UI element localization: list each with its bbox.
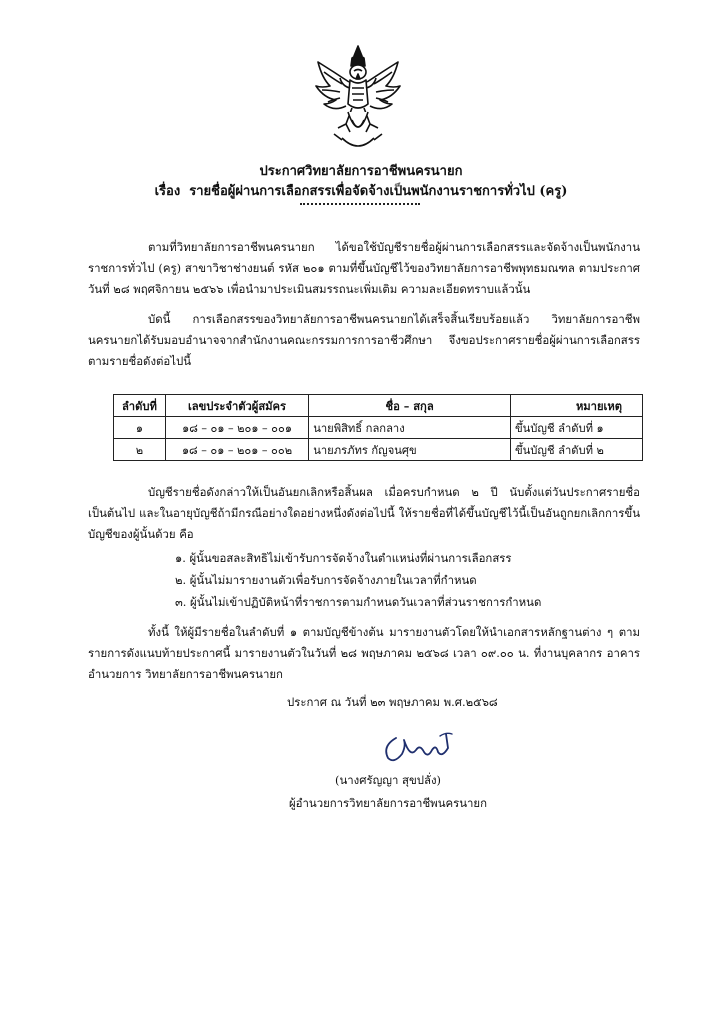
header-order: ลำดับที่ (114, 395, 166, 417)
title-separator (300, 203, 420, 205)
cancellation-clause-2: ๒. ผู้นั้นไม่มารายงานตัวเพื่อรับการจัดจ้างภายในเวลาที่กำหนด (175, 573, 477, 587)
row-applicant-id: ๑๘ – ๐๑ – ๒๐๑ – ๐๐๒ (165, 439, 308, 461)
header-applicant-id: เลขประจำตัวผู้สมัคร (165, 395, 308, 417)
paragraph-result-text: บัดนี้ การเลือกสรรของวิทยาลัยการอาชีพนครนายกได้เสร็จสิ้นเรียบร้อยแล้ว วิทยาลัยการอาชีพนครนายกได้รับมอบอำนาจจากสำนักงานคณะกรรมการการอาชีวศึกษา จึงขอประกาศรายชื่อผู้ผ่านการเลือกสรร ตามรายชื่อดังต่อไปนี้ (88, 312, 640, 368)
paragraph-validity (88, 482, 640, 545)
row-order: ๒ (114, 439, 166, 461)
header-name: ชื่อ – สกุล (309, 395, 511, 417)
passed-candidates-table (113, 394, 643, 461)
paragraph-reporting-text: ทั้งนี้ ให้ผู้มีรายชื่อในลำดับที่ ๑ ตามบัญชีข้างต้น มารายงานตัวโดยให้นำเอกสารหลักฐานต่าง ๆ ตามรายการดังแนบท้ายประกาศนี้ มารายงานตัวในวันที่ ๒๘ พฤษภาคม ๒๕๖๘ เวลา ๐๙.๐๐ น. ที่งานบุคลากร อาคารอำนวยการ วิทยาลัยการอาชีพนครนายก (88, 625, 640, 681)
row-name: นายพิสิทธิ์ กลกลาง (309, 417, 511, 439)
subject-text: รายชื่อผู้ผ่านการเลือกสรรเพื่อจัดจ้างเป็นพนักงานราชการทั่วไป (ครู) (189, 184, 568, 199)
row-name: นายภรภัทร กัญจนศุข (309, 439, 511, 461)
signature-icon (376, 728, 462, 768)
garuda-emblem-icon (312, 42, 404, 156)
announcement-title: ประกาศวิทยาลัยการอาชีพนครนายก (259, 164, 463, 179)
paragraph-reference (88, 237, 640, 300)
paragraph-reference-text: ตามที่วิทยาลัยการอาชีพนครนายก ได้ขอใช้บัญชีรายชื่อผู้ผ่านการเลือกสรรและจัดจ้างเป็นพนักงานราชการทั่วไป (ครู) สาขาวิชาช่างยนต์ รหัส ๒๐๑ ตามที่ขึ้นบัญชีไว้ของวิทยาลัยการอาชีพพุทธมณฑล ตามประกาศวันที่ ๒๘ พฤศจิกายน ๒๕๖๖ เพื่อนำมาประเมินสมรรถนะเพิ่มเติม ความละเอียดทราบแล้วนั้น (88, 240, 640, 296)
row-remark: ขึ้นบัญชี ลำดับที่ ๒ (511, 439, 643, 461)
signer-name: (นางศรัญญา สุขปลั่ง) (335, 773, 441, 787)
paragraph-result (88, 309, 640, 372)
announcement-date: ประกาศ ณ วันที่ ๒๓ พฤษภาคม พ.ศ.๒๕๖๘ (287, 695, 498, 709)
table-row (114, 439, 643, 461)
signer-position: ผู้อำนวยการวิทยาลัยการอาชีพนครนายก (289, 796, 487, 810)
table-header-row (114, 395, 643, 417)
subject-prefix: เรื่อง (154, 184, 181, 199)
cancellation-clause-3: ๓. ผู้นั้นไม่เข้าปฏิบัติหน้าที่ราชการตามกำหนดวันเวลาที่ส่วนราชการกำหนด (175, 595, 542, 609)
paragraph-validity-text: บัญชีรายชื่อดังกล่าวให้เป็นอันยกเลิกหรือสิ้นผล เมื่อครบกำหนด ๒ ปี นับตั้งแต่วันประกาศรายชื่อเป็นต้นไป และในอายุบัญชีถ้ามีกรณีอย่างใดอย่างหนึ่งดังต่อไปนี้ ให้รายชื่อที่ได้ขึ้นบัญชีไว้นี้เป็นอันถูกยกเลิกการขึ้นบัญชีของผู้นั้นด้วย คือ (88, 485, 640, 541)
row-applicant-id: ๑๘ – ๐๑ – ๒๐๑ – ๐๐๑ (165, 417, 308, 439)
header-remark: หมายเหตุ (511, 395, 643, 417)
cancellation-clause-1: ๑. ผู้นั้นขอสละสิทธิไม่เข้ารับการจัดจ้างในตำแหน่งที่ผ่านการเลือกสรร (175, 551, 512, 565)
table-row (114, 417, 643, 439)
announcement-subject (0, 180, 722, 201)
row-order: ๑ (114, 417, 166, 439)
row-remark: ขึ้นบัญชี ลำดับที่ ๑ (511, 417, 643, 439)
paragraph-reporting (88, 622, 640, 685)
